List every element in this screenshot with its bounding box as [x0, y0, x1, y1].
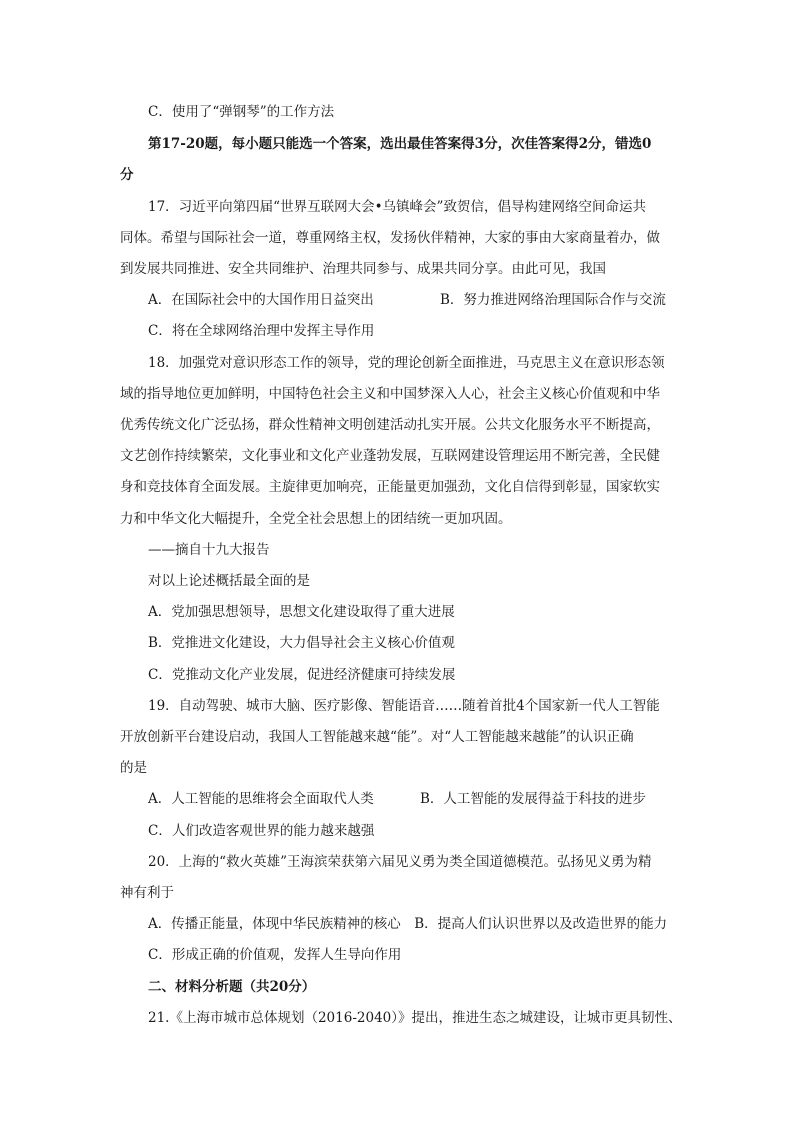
q17-option-b: B．努力推进网络治理国际合作与交流	[440, 292, 666, 308]
q18-stem-1: 18．加强党对意识形态工作的领导，党的理论创新全面推进，马克思主义在意识形态领	[148, 355, 665, 371]
section-instruction: 第17-20题，每小题只能选一个答案，选出最佳答案得3分，次佳答案得2分，错选0	[148, 136, 652, 152]
q18-stem-2: 域的指导地位更加鲜明，中国特色社会主义和中国梦深入人心，社会主义核心价值观和中华	[120, 386, 660, 402]
q18-source: ——摘自十九大报告	[148, 542, 270, 558]
q19-stem-2: 开放创新平台建设启动，我国人工智能越来越“能”。对“人工智能越来越能”的认识正确	[120, 729, 634, 745]
q17-option-c: C．将在全球网络治理中发挥主导作用	[148, 323, 375, 339]
q18-option-b: B．党推进文化建设，大力倡导社会主义核心价值观	[148, 635, 455, 651]
q19-option-b: B．人工智能的发展得益于科技的进步	[420, 791, 646, 807]
q19-option-a: A．人工智能的思维将会全面取代人类	[148, 791, 374, 807]
q19-stem-3: 的是	[120, 760, 147, 776]
q18-stem-6: 力和中华文化大幅提升，全党全社会思想上的团结统一更加巩固。	[120, 511, 512, 527]
section-heading: 二、材料分析题（共20分）	[148, 979, 316, 995]
q20-stem-1: 20．上海的“救火英雄”王海滨荣获第六届见义勇为类全国道德模范。弘扬见义勇为精	[148, 854, 652, 870]
q18-stem-5: 身和竞技体育全面发展。主旋律更加响亮，正能量更加强劲，文化自信得到彰显，国家软实	[120, 479, 660, 495]
section-instruction-cont: 分	[120, 167, 134, 183]
q18-option-c: C．党推动文化产业发展，促进经济健康可持续发展	[148, 667, 456, 683]
q19-option-c: C．人们改造客观世界的能力越来越强	[148, 823, 375, 839]
q18-option-a: A．党加强思想领导，思想文化建设取得了重大进展	[148, 604, 455, 620]
q17-stem-1: 17．习近平向第四届“世界互联网大会•乌镇峰会”致贺信，倡导构建网络空间命运共	[148, 199, 646, 215]
q18-stem-3: 优秀传统文化广泛弘扬，群众性精神文明创建活动扎实开展。公共文化服务水平不断提高，	[120, 417, 660, 433]
q17-stem-2: 同体。希望与国际社会一道，尊重网络主权，发扬伙伴精神，大家的事由大家商量着办，做	[120, 230, 660, 246]
q17-option-a: A．在国际社会中的大国作用日益突出	[148, 292, 374, 308]
q18-question: 对以上论述概括最全面的是	[148, 573, 310, 589]
q20-option-c: C．形成正确的价值观，发挥人生导向作用	[148, 947, 402, 963]
q21-stem-1: 21.《上海市城市总体规划（2016-2040）》提出，推进生态之城建设，让城市更具韧性、	[148, 1010, 682, 1026]
q20-options-ab: A．传播正能量，体现中华民族精神的核心 B．提高人们认识世界以及改造世界的能力	[148, 916, 668, 932]
q20-stem-2: 神有利于	[120, 885, 174, 901]
q17-stem-3: 到发展共同推进、安全共同维护、治理共同参与、成果共同分享。由此可见，我国	[120, 261, 606, 277]
q16-option-c: C．使用了“弹钢琴”的工作方法	[148, 104, 335, 120]
q19-stem-1: 19．自动驾驶、城市大脑、医疗影像、智能语音……随着首批4个国家新一代人工智能	[148, 698, 660, 714]
q18-stem-4: 文艺创作持续繁荣，文化事业和文化产业蓬勃发展，互联网建设管理运用不断完善，全民健	[120, 448, 660, 464]
